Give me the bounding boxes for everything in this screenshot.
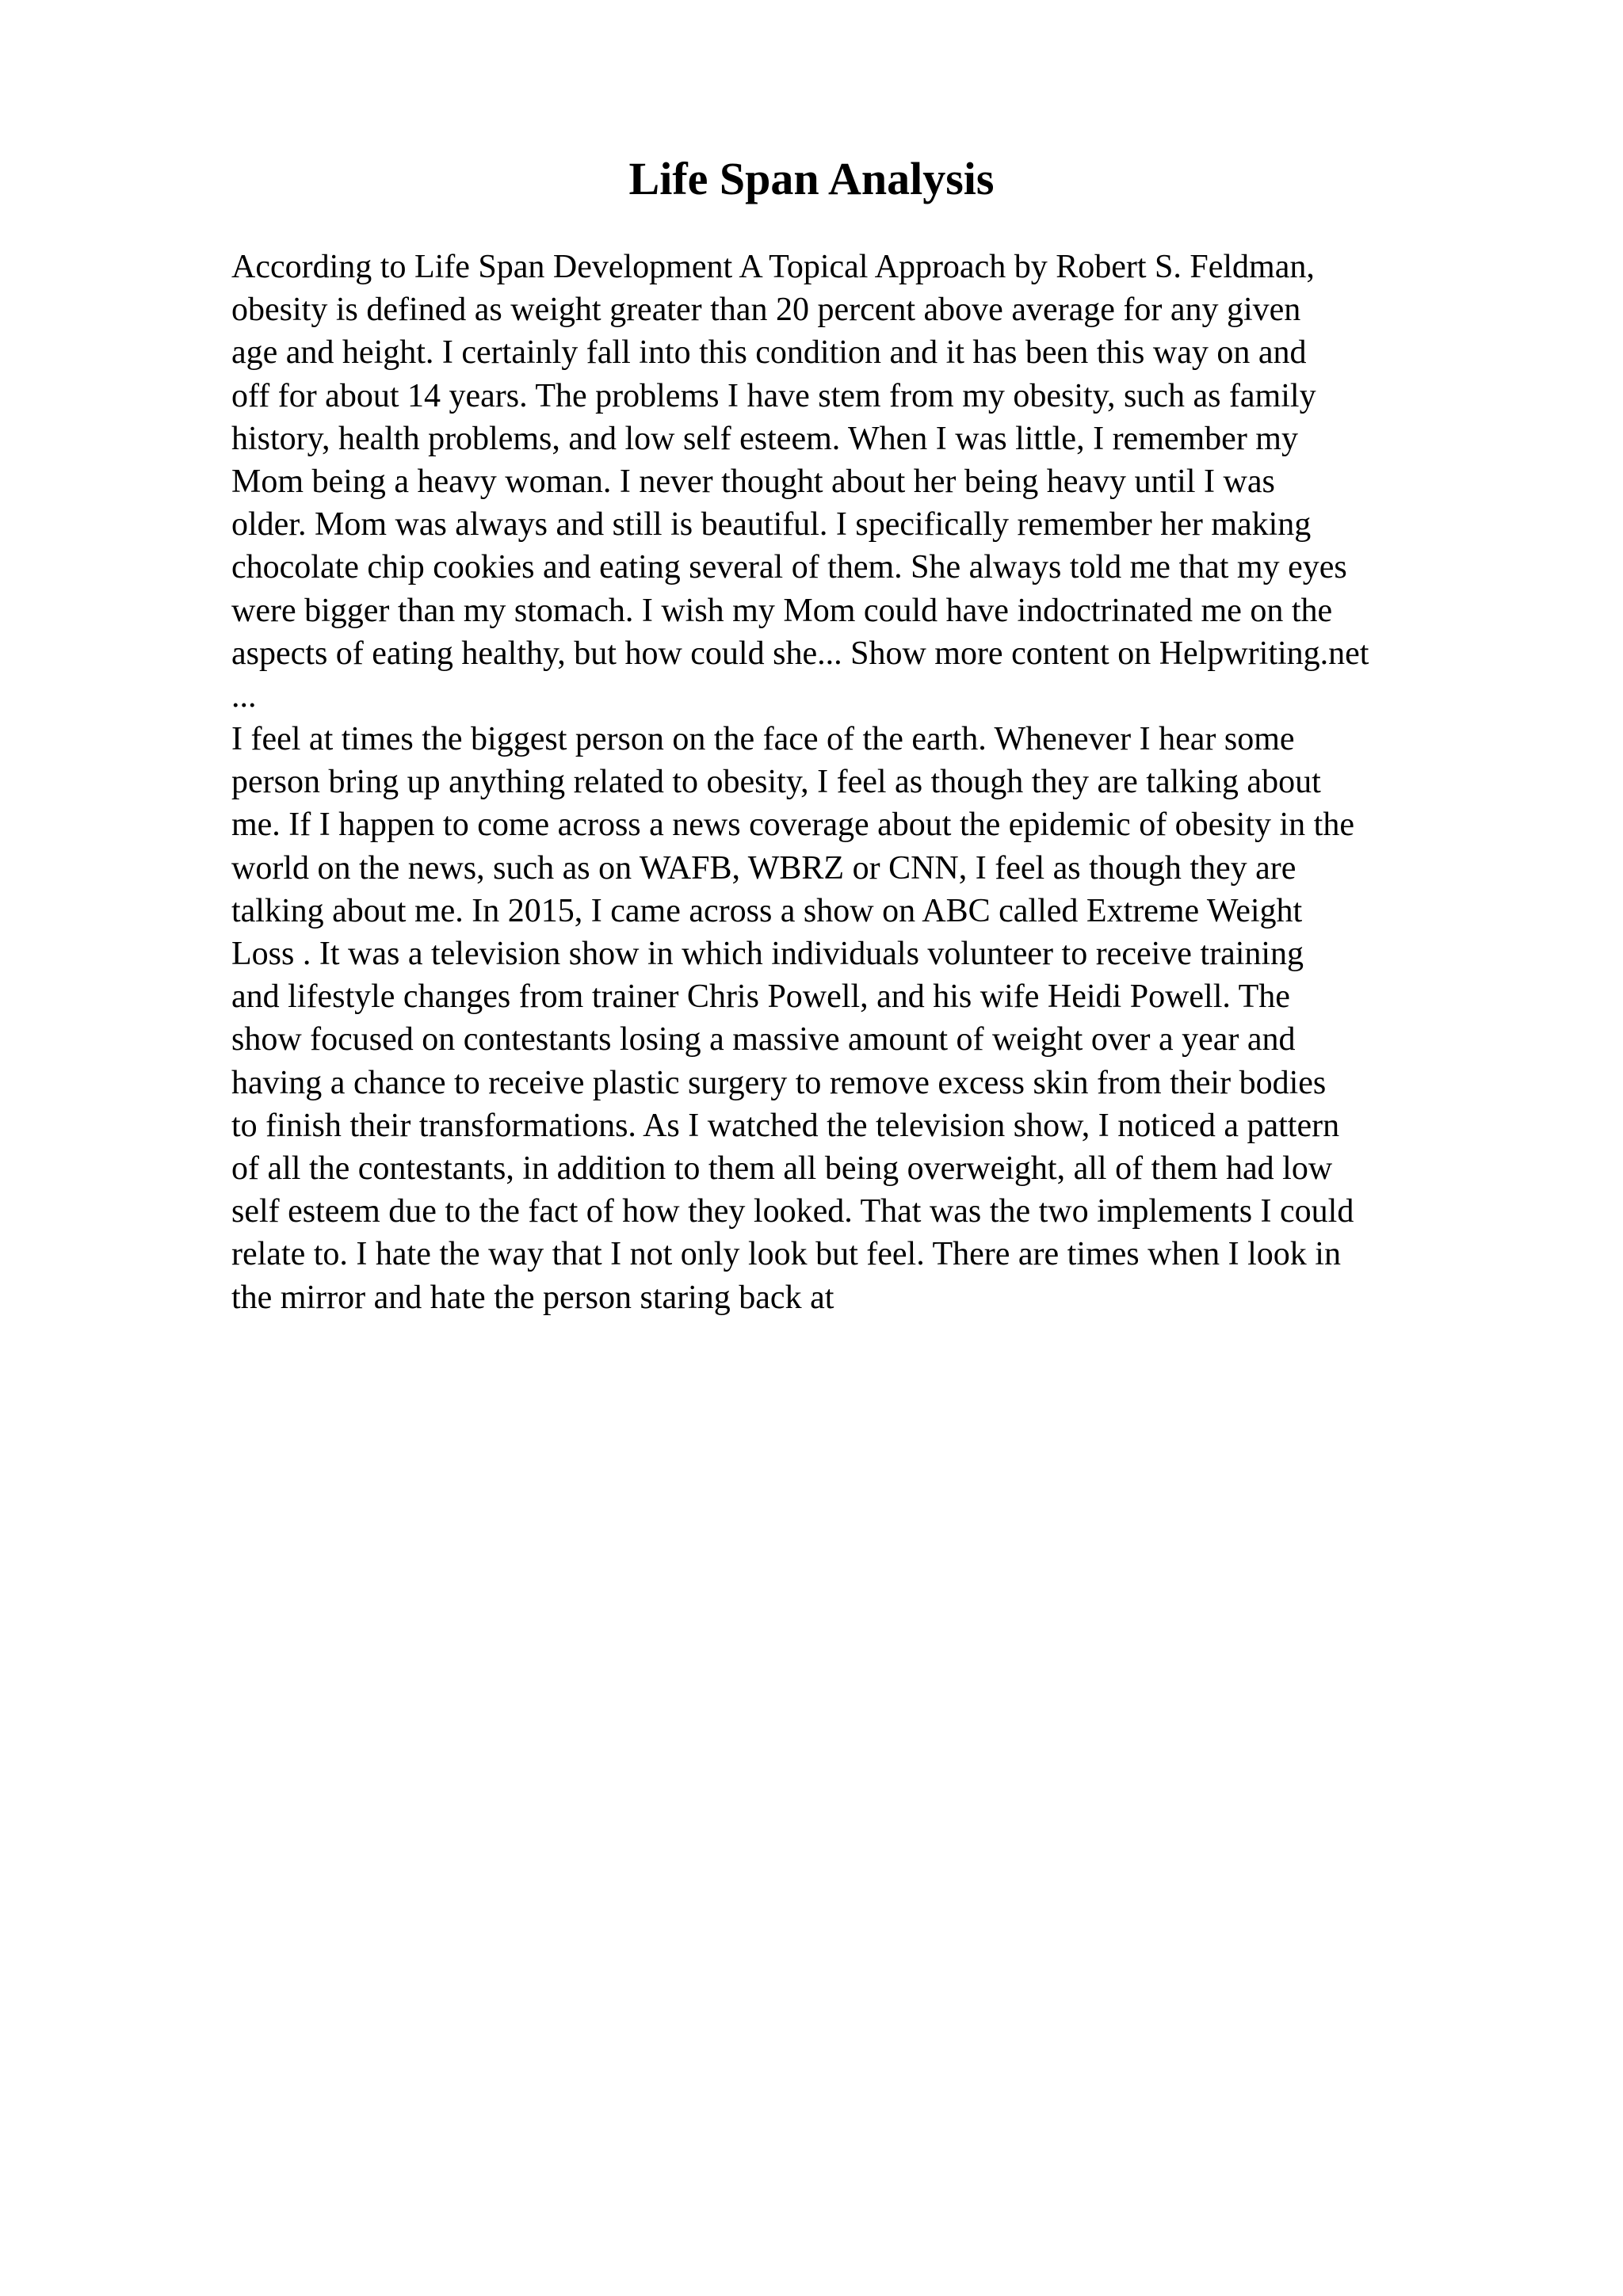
text-line: me. If I happen to come across a news coverage about the epidemic of obesity in the [231,807,1354,844]
document-title: Life Span Analysis [628,153,995,204]
text-line: Loss . It was a television show in which individuals volunteer to receive training [231,936,1304,972]
text-line: world on the news, such as on WAFB, WBRZ or CNN, I feel as though they are [231,849,1296,887]
text-line: ... [231,677,257,715]
text-line: the mirror and hate the person staring back at [231,1279,834,1316]
text-line: relate to. I hate the way that I not only look but feel. There are times when I look in [231,1236,1341,1273]
text-line: were bigger than my stomach. I wish my Mom could have indoctrinated me on the [231,592,1333,629]
text-line: off for about 14 years. The problems I have stem from my obesity, such as family [231,377,1316,414]
text-line: older. Mom was always and still is beautiful. I specifically remember her making [231,506,1312,543]
text-line: age and height. I certainly fall into this condition and it has been this way on and [231,334,1307,372]
text-line: to finish their transformations. As I watched the television show, I noticed a pattern [231,1107,1340,1144]
text-line: According to Life Span Development A Topical Approach by Robert S. Feldman, [231,249,1315,285]
text-line: of all the contestants, in addition to them all being overweight, all of them had low [231,1150,1333,1187]
text-line: chocolate chip cookies and eating several of them. She always told me that my eyes [231,549,1347,586]
text-line: having a chance to receive plastic surgery to remove excess skin from their bodies [231,1064,1327,1101]
text-line: I feel at times the biggest person on the face of the earth. Whenever I hear some [231,721,1295,758]
text-line: history, health problems, and low self esteem. When I was little, I remember my [231,420,1298,457]
text-line: self esteem due to the fact of how they looked. That was the two implements I could [231,1193,1354,1230]
text-line: and lifestyle changes from trainer Chris Powell, and his wife Heidi Powell. The [231,978,1290,1016]
document-body [231,246,1515,1319]
text-line: Mom being a heavy woman. I never thought about her being heavy until I was [231,463,1275,500]
text-line: person bring up anything related to obesity, I feel as though they are talking about [231,764,1321,801]
text-line: aspects of eating healthy, but how could she... Show more content on Helpwriting.net [231,635,1369,672]
text-line: show focused on contestants losing a massive amount of weight over a year and [231,1021,1296,1058]
text-line: talking about me. In 2015, I came across a show on ABC called Extreme Weight [231,892,1303,929]
text-line: obesity is defined as weight greater than 20 percent above average for any given [231,292,1301,329]
